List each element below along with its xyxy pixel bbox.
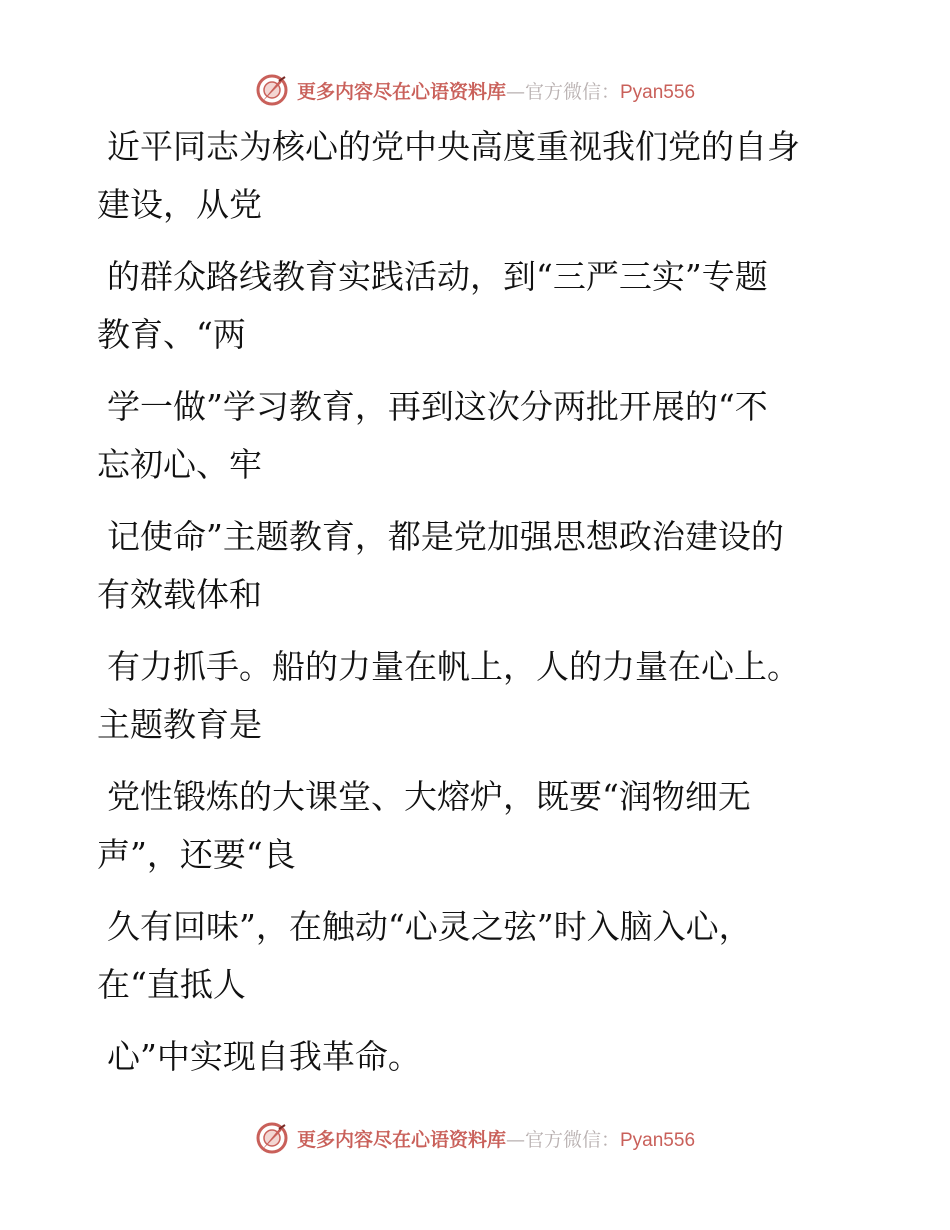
watermark-title: 更多内容尽在心语资料库 <box>296 1128 506 1151</box>
paragraph-line: 主题教育是 <box>97 705 262 744</box>
paragraph <box>97 378 837 508</box>
paragraph-line: 记使命”主题教育，都是党加强思想政治建设的 <box>107 517 784 556</box>
paragraph <box>97 638 837 768</box>
paragraph-line: 久有回味”，在触动“心灵之弦”时入脑入心， <box>107 907 752 946</box>
watermark-official-label: 官方微信： <box>524 80 620 103</box>
footer-watermark <box>0 1118 950 1158</box>
watermark-wechat-id: Pyan556 <box>620 81 696 103</box>
paragraph <box>97 508 837 638</box>
paragraph-line: 有效载体和 <box>97 575 262 614</box>
document-body <box>97 118 837 1158</box>
watermark-wechat-id: Pyan556 <box>620 1129 696 1151</box>
paragraph-line: 忘初心、牢 <box>97 445 262 484</box>
watermark-separator: — <box>505 80 525 103</box>
paragraph <box>97 118 837 248</box>
paragraph <box>97 768 837 898</box>
paragraph-line: 声”，还要“良 <box>97 835 296 874</box>
header-watermark <box>0 70 950 110</box>
watermark-text <box>297 1125 695 1152</box>
paragraph <box>97 248 837 378</box>
paragraph-line: 建设，从党 <box>97 185 262 224</box>
paragraph-line: 的群众路线教育实践活动，到“三严三实”专题 <box>107 257 768 296</box>
quill-logo-icon <box>255 73 289 107</box>
paragraph-line: 近平同志为核心的党中央高度重视我们党的自身 <box>107 127 800 166</box>
paragraph-line: 教育、“两 <box>97 315 246 354</box>
paragraph <box>97 898 837 1028</box>
paragraph-line: 学一做”学习教育，再到这次分两批开展的“不 <box>107 387 768 426</box>
paragraph-line: 心”中实现自我革命。 <box>107 1037 421 1076</box>
watermark-text <box>297 77 695 104</box>
watermark-title: 更多内容尽在心语资料库 <box>296 80 506 103</box>
paragraph-line: 党性锻炼的大课堂、大熔炉，既要“润物细无 <box>107 777 751 816</box>
paragraph-line: 有力抓手。船的力量在帆上，人的力量在心上。 <box>107 647 800 686</box>
quill-logo-icon <box>255 1121 289 1155</box>
watermark-separator: — <box>505 1128 525 1151</box>
watermark-official-label: 官方微信： <box>524 1128 620 1151</box>
paragraph-line: 在“直抵人 <box>97 965 246 1004</box>
